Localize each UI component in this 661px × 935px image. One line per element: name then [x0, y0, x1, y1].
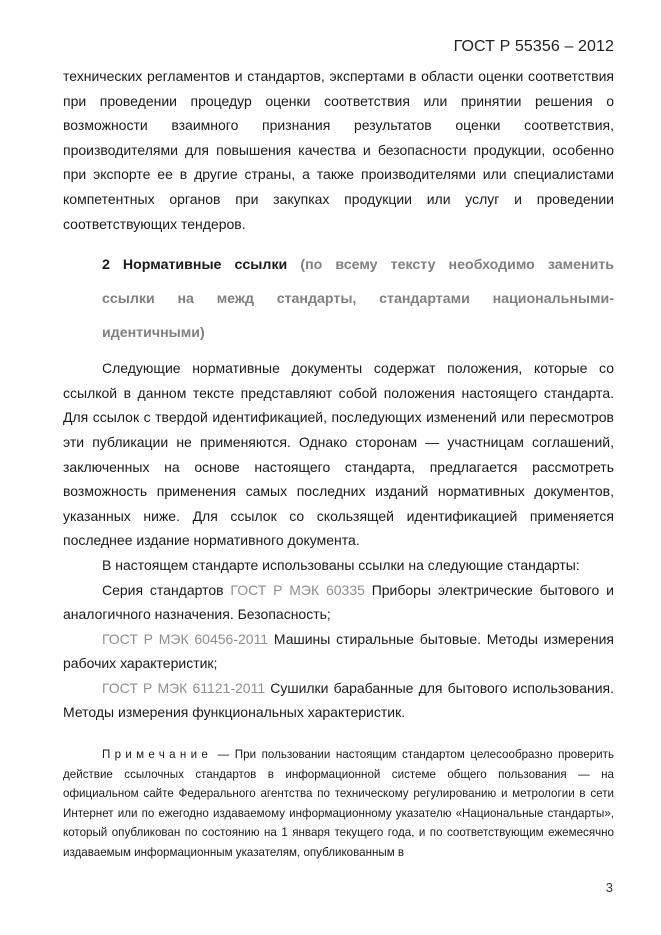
reference-code-link[interactable]: ГОСТ Р МЭК 60456-2011 — [102, 630, 269, 647]
reference-prefix: Серия стандартов — [102, 581, 231, 598]
reference-item — [63, 627, 614, 676]
editor-comment: (по всему тексту необходимо заменить ссылки на межд стандарты, стандартами национальными-идентичными) — [102, 257, 614, 342]
standard-code-header: ГОСТ Р 55356 – 2012 — [453, 38, 614, 55]
page-content — [63, 64, 614, 863]
note-text: — При пользовании настоящим стандартом целесообразно проверить действие ссылочных стандартов в информационной системе общего пользования — на официальном сайте Федерального агентства по техническому регулированию и метрологии в сети Интернет или по ежегодно издаваемому информационному указателю «Национальные стандарты», который опубликован по состоянию на 1 января текущего года, и по соответствующим ежемесячно издаваемым информационным указателям, опубликованным в — [63, 748, 614, 860]
page-number: 3 — [605, 880, 613, 895]
reference-text: Машины стиральные бытовые. Методы измерения рабочих характеристик; — [63, 630, 614, 672]
reference-code-link[interactable]: ГОСТ Р МЭК 61121-2011 — [102, 679, 266, 696]
reference-text: Приборы электрические бытового и аналогичного назначения. Безопасность; — [63, 581, 614, 623]
reference-item — [63, 676, 614, 725]
references-intro: В настоящем стандарте использованы ссылки на следующие стандарты: — [102, 556, 580, 573]
section-heading — [63, 248, 614, 350]
section-number: 2 — [102, 257, 110, 274]
note-block — [63, 745, 614, 863]
reference-code-link[interactable]: ГОСТ Р МЭК 60335 — [230, 581, 365, 598]
normative-paragraph: Следующие нормативные документы содержат положения, которые со ссылкой в данном тексте представляют собой положения настоящего стандарта. Для ссылок с твердой идентификацией, последующих изменений или пересмотров эти публикации не применяются. Однако сторонам — участницам соглашений, заключенных на основе настоящего стандарта, предлагается рассмотреть возможность применения самых последних изданий нормативных документов, указанных ниже. Для ссылок со скользящей идентификацией применяется последнее издание нормативного документа. — [63, 360, 614, 549]
reference-text: Сушилки барабанные для бытового использования. Методы измерения функциональных характеристик. — [63, 679, 614, 721]
intro-paragraph: технических регламентов и стандартов, экспертами в области оценки соответствия при проведении процедур оценки соответствия или принятии решения о возможности взаимного признания результатов оценки соответствия, производителями для повышения качества и безопасности продукции, особенно при экспорте ее в другие страны, а также производителями или специалистами компетентных органов при закупках продукции или услуг и проведении соответствующих тендеров. — [63, 68, 614, 232]
reference-item — [63, 578, 614, 627]
section-title: Нормативные ссылки — [122, 257, 288, 274]
note-label: Примечание — [102, 748, 213, 762]
